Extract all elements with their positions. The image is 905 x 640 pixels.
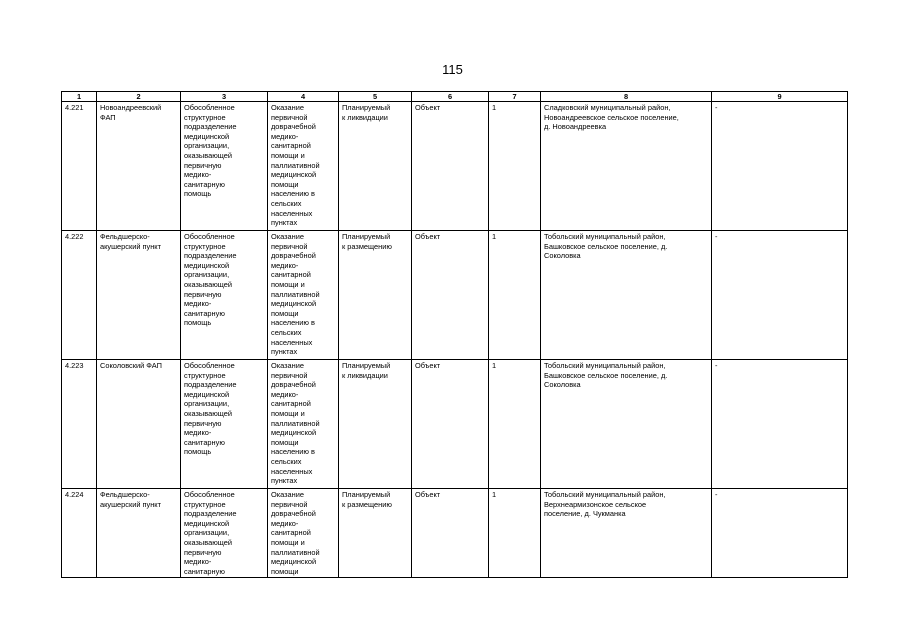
facility-status: Планируемый к размещению: [339, 489, 412, 578]
column-header: 6: [412, 92, 489, 102]
facility-purpose: Оказание первичной доврачебной медико- санитарной помощи и паллиативной медицинской помощи населению в сельских населенных пунктах: [268, 102, 339, 231]
facility-status: Планируемый к ликвидации: [339, 360, 412, 489]
table-row: [62, 360, 848, 489]
facility-type: Обособленное структурное подразделение медицинской организации, оказывающей первичную медико- санитарную помощь: [181, 102, 268, 231]
facility-note: -: [712, 360, 848, 489]
page-number: 115: [442, 62, 463, 77]
facility-location: Сладковский муниципальный район, Новоандреевское сельское поселение, д. Новоандреевка: [541, 102, 712, 231]
facility-name: Новоандреевский ФАП: [97, 102, 181, 231]
facility-type: Обособленное структурное подразделение медицинской организации, оказывающей первичную медико- санитарную: [181, 489, 268, 578]
facility-count: 1: [489, 489, 541, 578]
facility-kind: Объект: [412, 489, 489, 578]
row-number: 4.221: [62, 102, 97, 231]
facility-count: 1: [489, 231, 541, 360]
column-header: 1: [62, 92, 97, 102]
facility-type: Обособленное структурное подразделение медицинской организации, оказывающей первичную медико- санитарную помощь: [181, 360, 268, 489]
facility-location: Тобольский муниципальный район, Верхнеармизонское сельское поселение, д. Чукманка: [541, 489, 712, 578]
facility-type: Обособленное структурное подразделение медицинской организации, оказывающей первичную медико- санитарную помощь: [181, 231, 268, 360]
row-number: 4.222: [62, 231, 97, 360]
facility-kind: Объект: [412, 231, 489, 360]
facility-status: Планируемый к ликвидации: [339, 102, 412, 231]
table-row: [62, 231, 848, 360]
facility-purpose: Оказание первичной доврачебной медико- санитарной помощи и паллиативной медицинской помощи: [268, 489, 339, 578]
header-row: [62, 92, 848, 102]
column-header: 2: [97, 92, 181, 102]
column-header: 9: [712, 92, 848, 102]
facilities-table: [61, 91, 848, 578]
facility-kind: Объект: [412, 360, 489, 489]
column-header: 8: [541, 92, 712, 102]
facility-name: Соколовский ФАП: [97, 360, 181, 489]
column-header: 7: [489, 92, 541, 102]
facility-note: -: [712, 489, 848, 578]
facility-purpose: Оказание первичной доврачебной медико- санитарной помощи и паллиативной медицинской помощи населению в сельских населенных пунктах: [268, 231, 339, 360]
facility-purpose: Оказание первичной доврачебной медико- санитарной помощи и паллиативной медицинской помощи населению в сельских населенных пунктах: [268, 360, 339, 489]
row-number: 4.223: [62, 360, 97, 489]
table-row: [62, 102, 848, 231]
facility-count: 1: [489, 360, 541, 489]
row-number: 4.224: [62, 489, 97, 578]
facility-name: Фельдшерско- акушерский пункт: [97, 489, 181, 578]
column-header: 3: [181, 92, 268, 102]
facility-note: -: [712, 231, 848, 360]
facility-status: Планируемый к размещению: [339, 231, 412, 360]
facility-location: Тобольский муниципальный район, Башковское сельское поселение, д. Соколовка: [541, 231, 712, 360]
facility-count: 1: [489, 102, 541, 231]
column-header: 4: [268, 92, 339, 102]
facility-kind: Объект: [412, 102, 489, 231]
table-row: [62, 489, 848, 578]
facility-location: Тобольский муниципальный район, Башковское сельское поселение, д. Соколовка: [541, 360, 712, 489]
facility-name: Фельдшерско- акушерский пункт: [97, 231, 181, 360]
column-header: 5: [339, 92, 412, 102]
facility-note: -: [712, 102, 848, 231]
